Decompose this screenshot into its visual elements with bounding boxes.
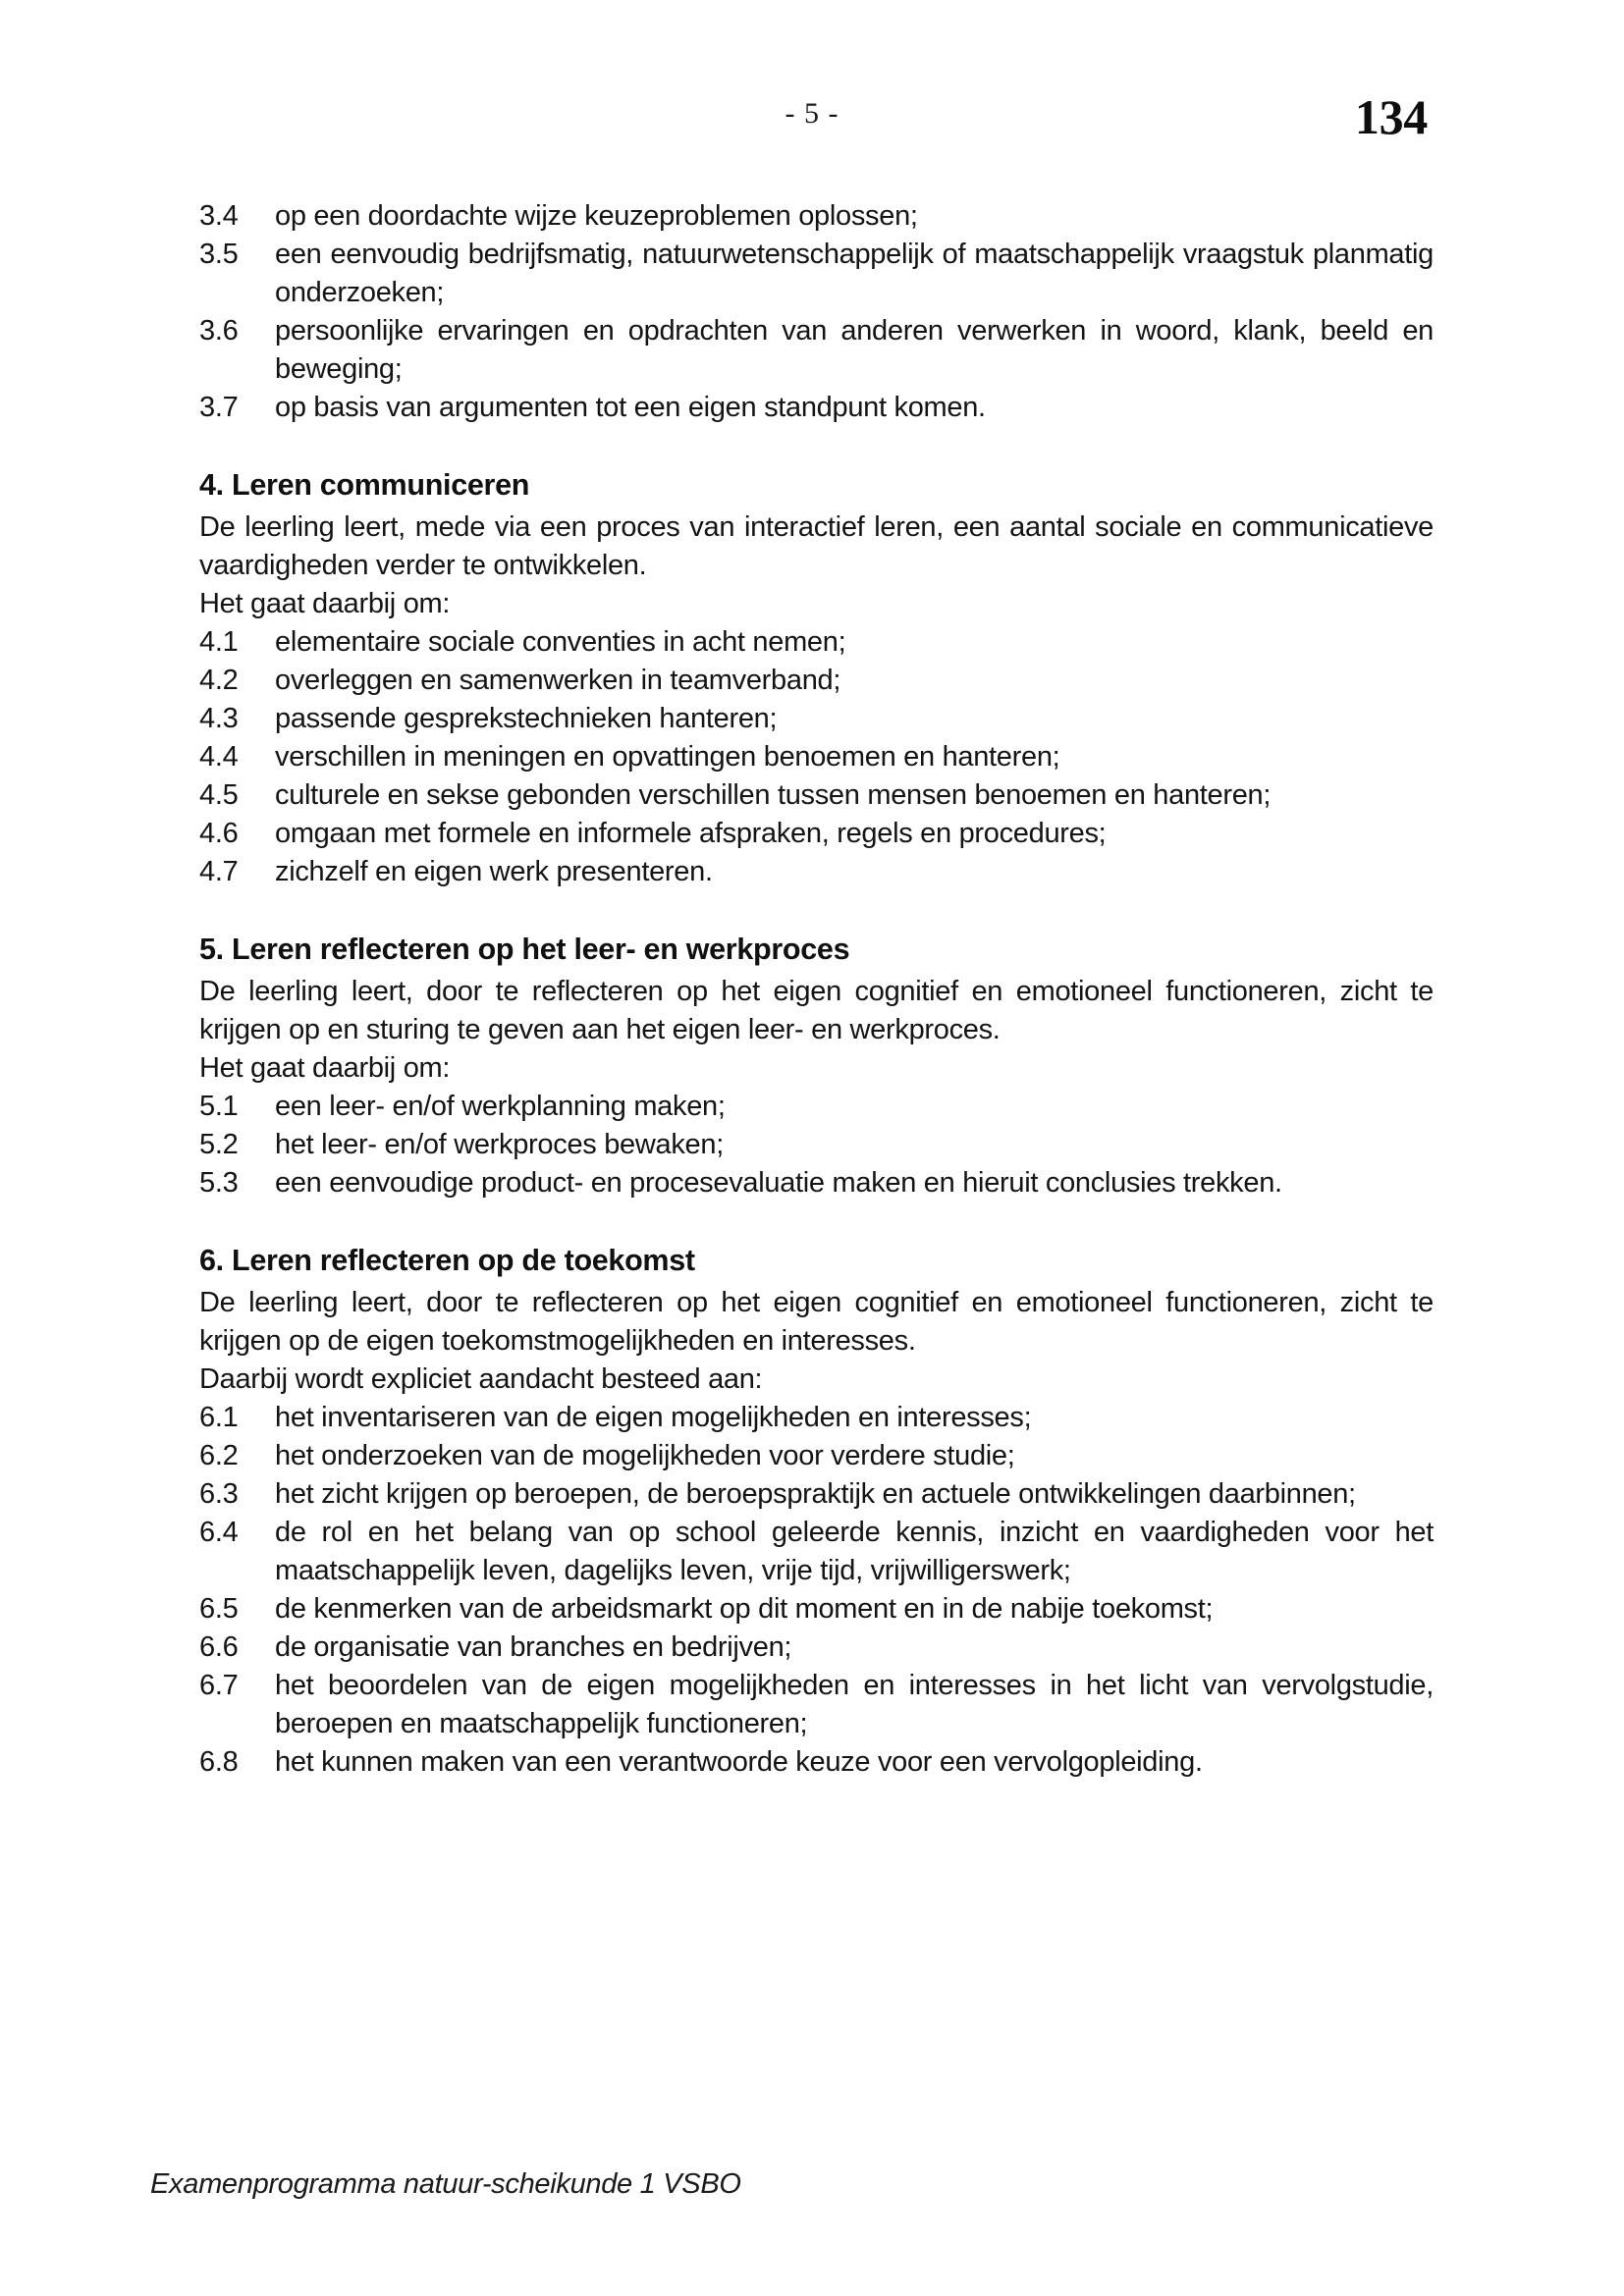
list-item-6-6 [199,1629,1434,1667]
item-text: de kenmerken van de arbeidsmarkt op dit moment en in de nabije toekomst; [275,1593,1214,1625]
section-5-list [199,1088,1434,1202]
item-number: 6.6 [199,1631,239,1663]
item-text: culturele en sekse gebonden verschillen tussen mensen benoemen en hanteren; [275,779,1272,811]
section-4-lead-in: Het gaat daarbij om: [199,588,451,619]
section-5-lead-in: Het gaat daarbij om: [199,1052,451,1084]
item-text: persoonlijke ervaringen en opdrachten van anderen verwerken in woord, klank, beeld en beweging; [275,315,1434,385]
list-item-3-4 [199,197,1434,236]
item-text: een leer- en/of werkplanning maken; [275,1091,726,1122]
list-item-4-1 [199,623,1434,662]
item-text: het inventariseren van de eigen mogelijkheden en interesses; [275,1402,1032,1433]
item-number: 3.6 [199,315,239,347]
list-item-3-7 [199,389,1434,427]
item-text: de rol en het belang van op school geleerde kennis, inzicht en vaardigheden voor het maatschappelijk leven, dagelijks leven, vrije tijd, vrijwilligerswerk; [275,1517,1434,1586]
list-item-4-7 [199,853,1434,891]
item-number: 5.3 [199,1167,239,1199]
item-text: omgaan met formele en informele afspraken, regels en procedures; [275,818,1107,849]
item-text: een eenvoudige product- en procesevaluatie maken en hieruit conclusies trekken. [275,1167,1282,1199]
section-6-heading: 6. Leren reflecteren op de toekomst [199,1244,695,1277]
list-item-6-3 [199,1475,1434,1514]
item-number: 4.1 [199,626,239,658]
list-item-4-3 [199,700,1434,738]
section-4-list [199,623,1434,891]
section-4-heading: 4. Leren communiceren [199,468,530,502]
item-text: de organisatie van branches en bedrijven; [275,1631,792,1663]
item-number: 3.4 [199,200,239,232]
list-item-5-3 [199,1164,1434,1202]
list-item-3-6 [199,312,1434,389]
list-item-4-5 [199,776,1434,815]
item-text: passende gesprekstechnieken hanteren; [275,703,778,734]
item-number: 4.7 [199,856,239,887]
section-5-intro: De leerling leert, door te reflecteren op het eigen cognitief en emotioneel functioneren, zicht te krijgen op en sturing te geven aan het eigen leer- en werkproces. [199,976,1434,1045]
item-text: het zicht krijgen op beroepen, de beroepspraktijk en actuele ontwikkelingen daarbinnen; [275,1478,1356,1510]
list-item-5-2 [199,1126,1434,1164]
section-6-lead-in: Daarbij wordt expliciet aandacht besteed aan: [199,1363,763,1395]
list-item-6-4 [199,1514,1434,1590]
item-number: 4.6 [199,818,239,849]
page-header [0,86,1624,155]
item-text: een eenvoudig bedrijfsmatig, natuurwetenschappelijk of maatschappelijk vraagstuk planmatig onderzoeken; [275,239,1434,308]
item-text: overleggen en samenwerken in teamverband; [275,665,841,696]
item-number: 5.1 [199,1091,239,1122]
list-item-6-8 [199,1743,1434,1782]
intro-list [199,197,1434,427]
item-number: 4.4 [199,741,239,773]
item-text: het onderzoeken van de mogelijkheden voor verdere studie; [275,1440,1015,1471]
section-6 [199,1242,1434,1782]
item-text: het leer- en/of werkproces bewaken; [275,1129,724,1160]
item-text: op een doordachte wijze keuzeproblemen oplossen; [275,200,918,232]
section-6-list [199,1399,1434,1782]
item-number: 6.7 [199,1670,239,1701]
list-item-6-7 [199,1667,1434,1743]
section-4 [199,466,1434,891]
item-text: het beoordelen van de eigen mogelijkheden en interesses in het licht van vervolgstudie, beroepen en maatschappelijk functioneren; [275,1670,1434,1739]
list-item-6-1 [199,1399,1434,1437]
section-5-heading: 5. Leren reflecteren op het leer- en werkproces [199,933,850,966]
item-number: 6.8 [199,1746,239,1778]
section-5 [199,931,1434,1202]
item-text: verschillen in meningen en opvattingen benoemen en hanteren; [275,741,1060,773]
item-text: elementaire sociale conventies in acht nemen; [275,626,846,658]
item-text: zichzelf en eigen werk presenteren. [275,856,713,887]
item-number: 6.1 [199,1402,239,1433]
list-item-4-6 [199,815,1434,853]
item-number: 4.5 [199,779,239,811]
item-text: het kunnen maken van een verantwoorde keuze voor een vervolgopleiding. [275,1746,1203,1778]
item-number: 4.2 [199,665,239,696]
item-number: 3.7 [199,392,239,423]
list-item-4-4 [199,738,1434,776]
footer-document-title: Examenprogramma natuur-scheikunde 1 VSBO [150,2168,741,2200]
page-number-center: - 5 - [785,97,839,130]
item-number: 6.4 [199,1517,239,1548]
item-number: 5.2 [199,1129,239,1160]
document-content [199,197,1434,1782]
section-6-intro: De leerling leert, door te reflecteren op het eigen cognitief en emotioneel functioneren, zicht te krijgen op de eigen toekomstmogelijkheden en interesses. [199,1287,1434,1357]
item-text: op basis van argumenten tot een eigen standpunt komen. [275,392,986,423]
item-number: 6.5 [199,1593,239,1625]
item-number: 6.2 [199,1440,239,1471]
item-number: 6.3 [199,1478,239,1510]
item-number: 4.3 [199,703,239,734]
section-4-intro: De leerling leert, mede via een proces van interactief leren, een aantal sociale en communicatieve vaardigheden verder te ontwikkelen. [199,511,1434,581]
item-number: 3.5 [199,239,239,270]
list-item-3-5 [199,236,1434,312]
list-item-4-2 [199,662,1434,700]
page-number-right: 134 [1354,89,1428,144]
list-item-6-5 [199,1590,1434,1629]
list-item-5-1 [199,1088,1434,1126]
list-item-6-2 [199,1437,1434,1475]
